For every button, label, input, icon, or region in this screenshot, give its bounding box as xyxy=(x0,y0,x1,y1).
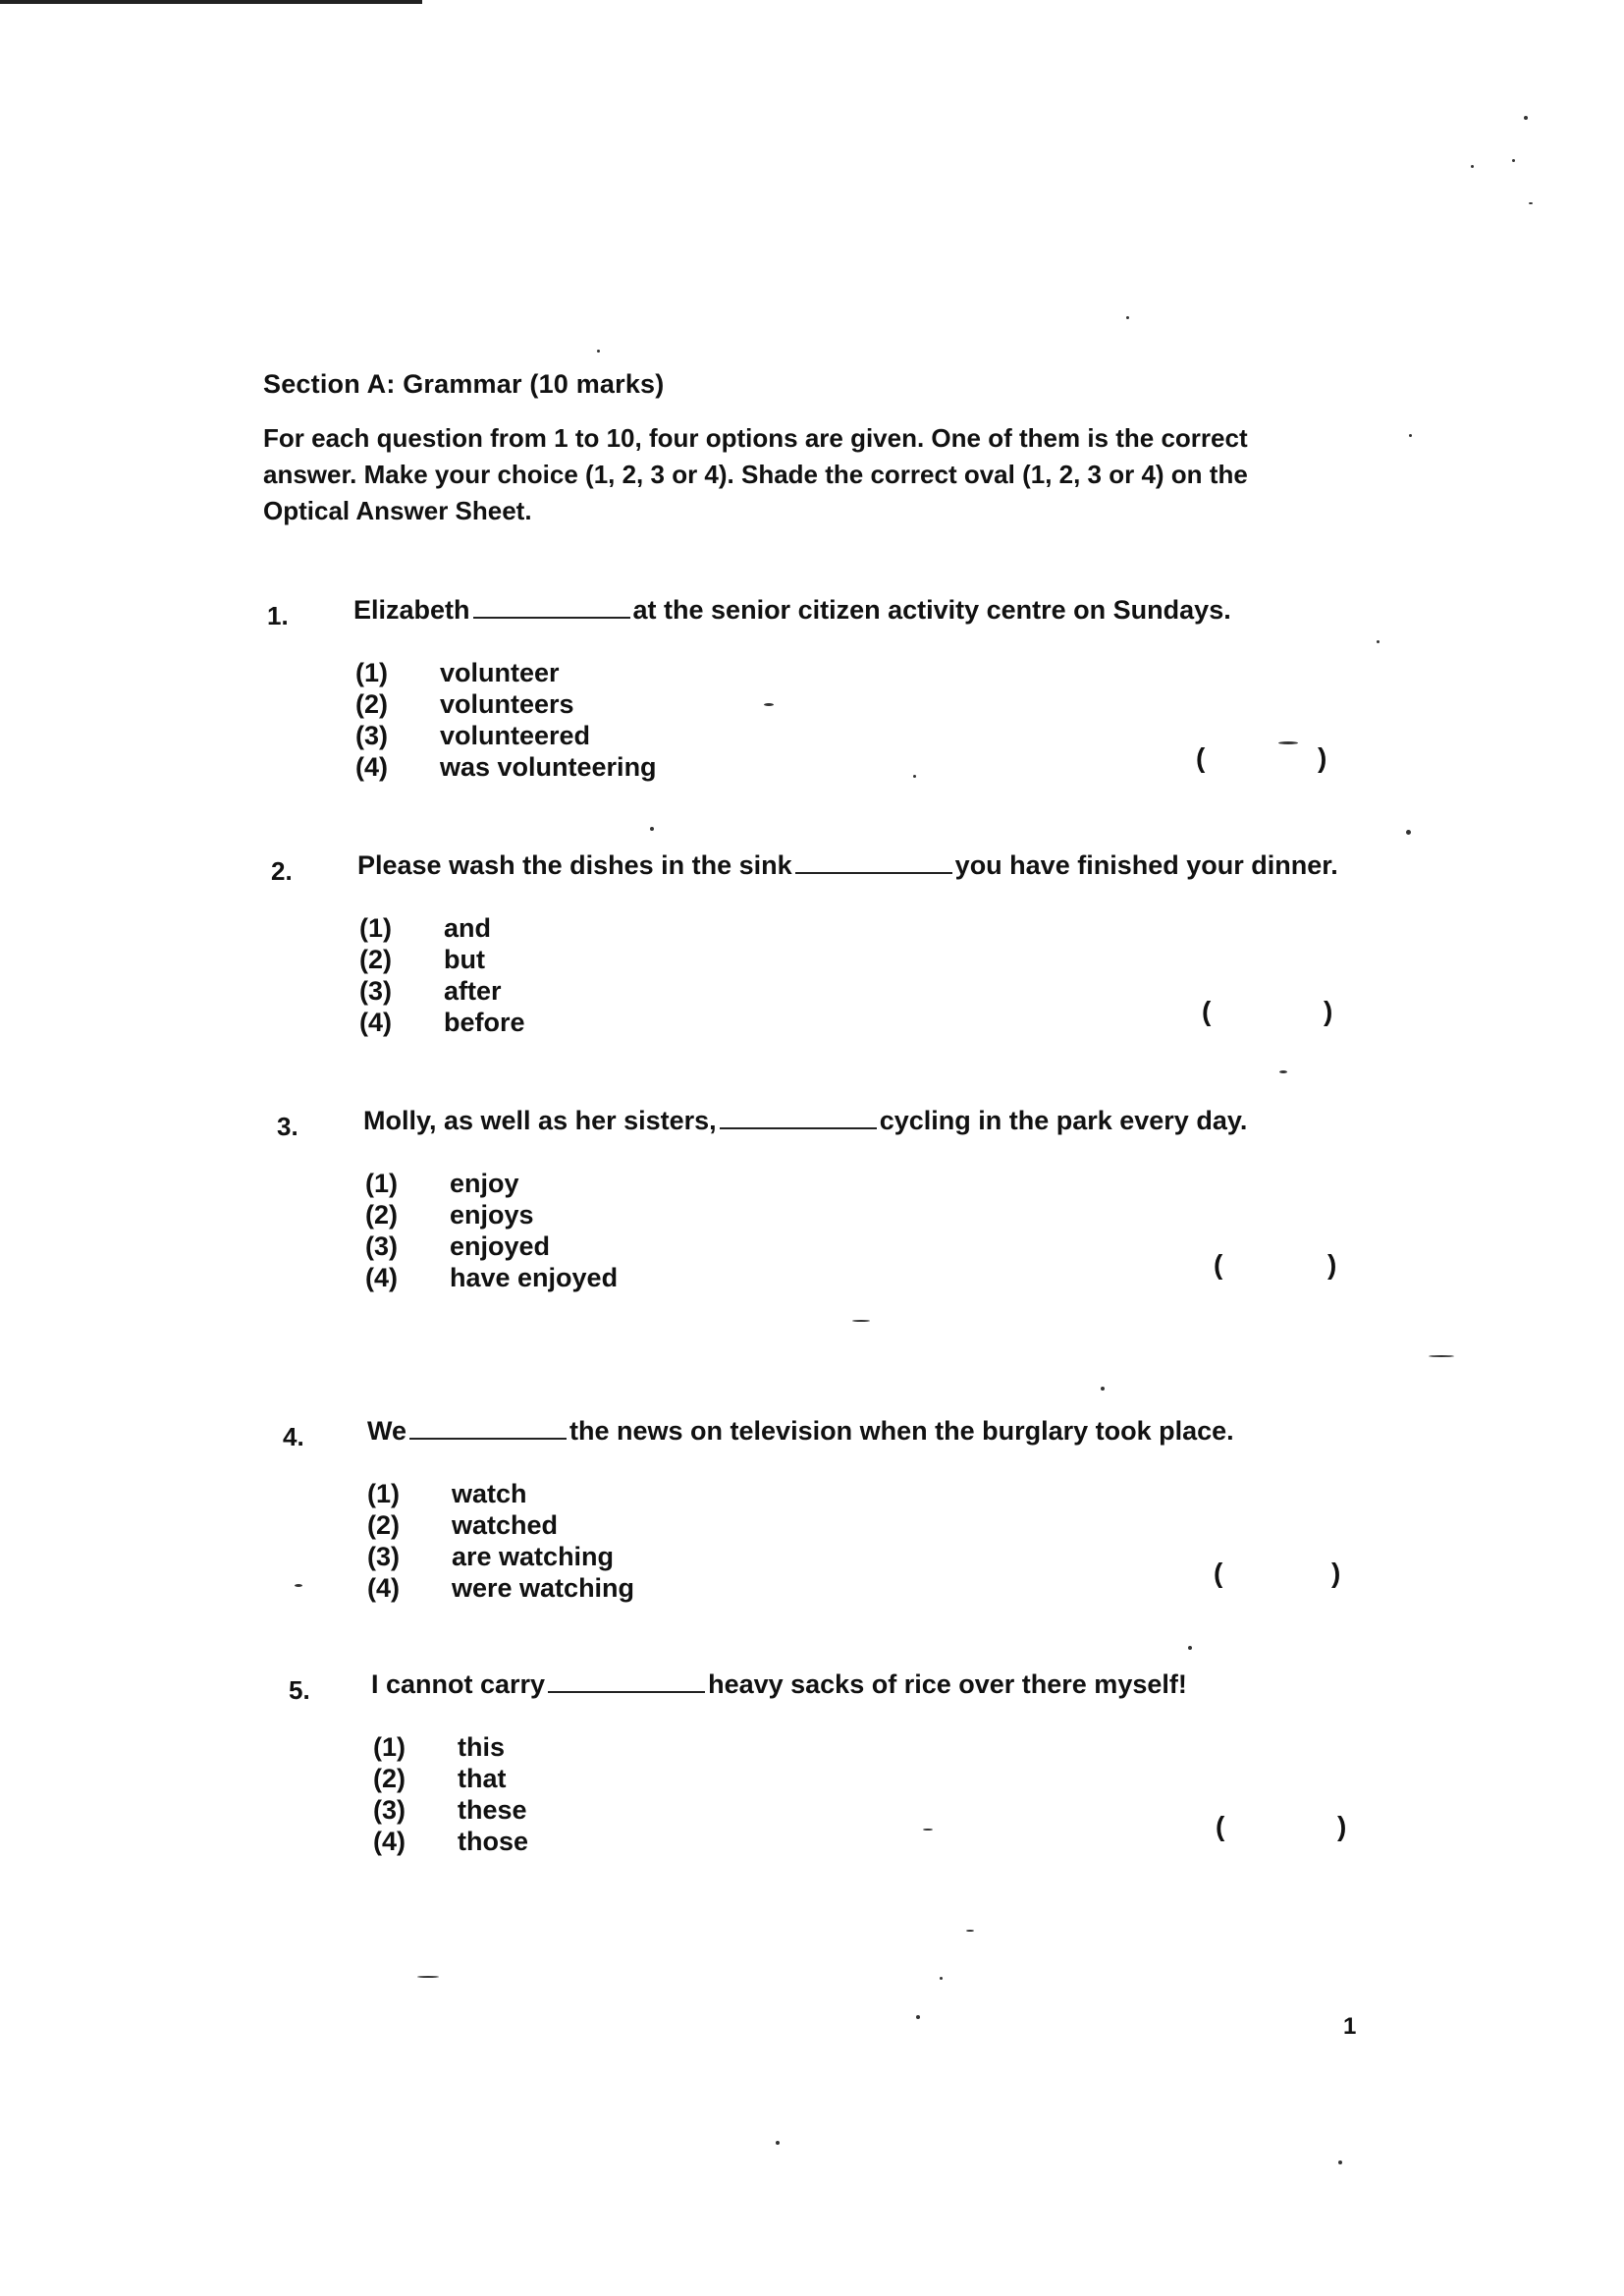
option-label: (2) xyxy=(373,1764,406,1793)
scan-speck xyxy=(1126,316,1129,319)
scan-speck xyxy=(776,2141,780,2145)
option-label: (2) xyxy=(355,689,388,719)
stem-before-blank: Molly, as well as her sisters, xyxy=(363,1106,717,1135)
option-label: (2) xyxy=(367,1510,400,1540)
option-text: but xyxy=(444,945,485,974)
scan-speck xyxy=(1471,165,1474,168)
question-2 xyxy=(0,850,1624,1092)
answer-bracket-close: ) xyxy=(1324,996,1333,1026)
option-label: (3) xyxy=(365,1231,398,1261)
answer-bracket-open: ( xyxy=(1196,742,1206,773)
question-number: 1. xyxy=(267,601,289,630)
question-3 xyxy=(0,1106,1624,1347)
answer-bracket-open: ( xyxy=(1214,1558,1223,1588)
option-label: (1) xyxy=(373,1732,406,1762)
option-text: and xyxy=(444,913,492,943)
option-label: (4) xyxy=(365,1263,398,1292)
option-text: enjoy xyxy=(450,1169,519,1198)
answer-bracket-close: ) xyxy=(1337,1811,1347,1841)
scan-speck xyxy=(417,1976,439,1978)
stem-after-blank: you have finished your dinner. xyxy=(954,850,1338,880)
option-text: after xyxy=(444,976,502,1006)
option-text: this xyxy=(458,1732,506,1762)
option-label: (1) xyxy=(359,913,392,943)
scan-speck xyxy=(1529,202,1533,204)
stem-after-blank: at the senior citizen activity centre on Sundays. xyxy=(632,595,1231,625)
stem-before-blank: We xyxy=(367,1416,407,1446)
question-number: 4. xyxy=(283,1422,304,1451)
option-label: (1) xyxy=(365,1169,398,1198)
option-label: (3) xyxy=(359,976,392,1006)
question-number: 5. xyxy=(289,1675,310,1705)
question-stem xyxy=(357,850,1338,881)
scan-speck xyxy=(1338,2160,1342,2164)
stem-after-blank: heavy sacks of rice over there myself! xyxy=(708,1669,1187,1699)
option-label: (2) xyxy=(365,1200,398,1230)
question-5 xyxy=(0,1669,1624,1911)
option-text: those xyxy=(458,1827,529,1856)
answer-bracket-close: ) xyxy=(1327,1249,1337,1280)
section-title: Section A: Grammar (10 marks) xyxy=(263,369,665,399)
option-text: enjoys xyxy=(450,1200,534,1230)
answer-blank xyxy=(548,1691,705,1693)
stem-before-blank: I cannot carry xyxy=(371,1669,546,1699)
option-text: watch xyxy=(452,1479,527,1508)
scan-speck xyxy=(1512,159,1515,162)
scan-speck xyxy=(940,1977,943,1980)
scan-edge-mark xyxy=(0,0,422,4)
option-label: (4) xyxy=(355,752,388,782)
option-text: that xyxy=(458,1764,507,1793)
answer-bracket-open: ( xyxy=(1202,996,1212,1026)
answer-bracket-open: ( xyxy=(1214,1249,1223,1280)
answer-blank xyxy=(795,872,952,874)
option-label: (4) xyxy=(359,1008,392,1037)
option-text: volunteer xyxy=(440,658,560,687)
stem-after-blank: cycling in the park every day. xyxy=(879,1106,1248,1135)
question-stem xyxy=(353,595,1231,626)
question-number: 2. xyxy=(271,856,293,886)
option-label: (2) xyxy=(359,945,392,974)
option-text: these xyxy=(458,1795,527,1825)
scan-speck xyxy=(1409,434,1412,437)
option-label: (1) xyxy=(367,1479,400,1508)
answer-blank xyxy=(409,1438,567,1440)
scan-speck xyxy=(1524,116,1528,120)
stem-before-blank: Elizabeth xyxy=(353,595,470,625)
option-text: volunteers xyxy=(440,689,574,719)
question-4 xyxy=(0,1416,1624,1658)
option-label: (3) xyxy=(355,721,388,750)
section-instructions: For each question from 1 to 10, four options are given. One of them is the correct answer. Make your choice (1, 2, 3 or 4). Shade the correct oval (1, 2, 3 or 4) on the Optical Answer Sheet. xyxy=(263,423,1248,525)
question-stem xyxy=(367,1416,1234,1447)
answer-bracket-open: ( xyxy=(1216,1811,1225,1841)
scan-speck xyxy=(597,350,600,353)
question-stem xyxy=(363,1106,1247,1136)
option-label: (4) xyxy=(373,1827,406,1856)
option-text: have enjoyed xyxy=(450,1263,619,1292)
option-text: are watching xyxy=(452,1542,615,1571)
answer-bracket-close: ) xyxy=(1331,1558,1341,1588)
option-label: (1) xyxy=(355,658,388,687)
option-text: before xyxy=(444,1008,525,1037)
scan-speck xyxy=(916,2015,920,2019)
option-text: enjoyed xyxy=(450,1231,551,1261)
option-text: was volunteering xyxy=(440,752,657,782)
option-label: (4) xyxy=(367,1573,400,1603)
scan-speck xyxy=(1429,1355,1454,1357)
option-label: (3) xyxy=(367,1542,400,1571)
option-label: (3) xyxy=(373,1795,406,1825)
answer-blank xyxy=(473,617,630,619)
answer-blank xyxy=(720,1127,877,1129)
question-number: 3. xyxy=(277,1112,298,1141)
page-number: 1 xyxy=(1343,2013,1357,2040)
question-1 xyxy=(0,595,1624,837)
question-stem xyxy=(371,1669,1187,1700)
scan-speck xyxy=(966,1930,974,1932)
option-text: watched xyxy=(452,1510,559,1540)
stem-before-blank: Please wash the dishes in the sink xyxy=(357,850,792,880)
option-text: were watching xyxy=(452,1573,635,1603)
option-text: volunteered xyxy=(440,721,591,750)
scan-speck xyxy=(1101,1387,1105,1391)
answer-bracket-close: ) xyxy=(1318,742,1327,773)
stem-after-blank: the news on television when the burglary took place. xyxy=(569,1416,1234,1446)
